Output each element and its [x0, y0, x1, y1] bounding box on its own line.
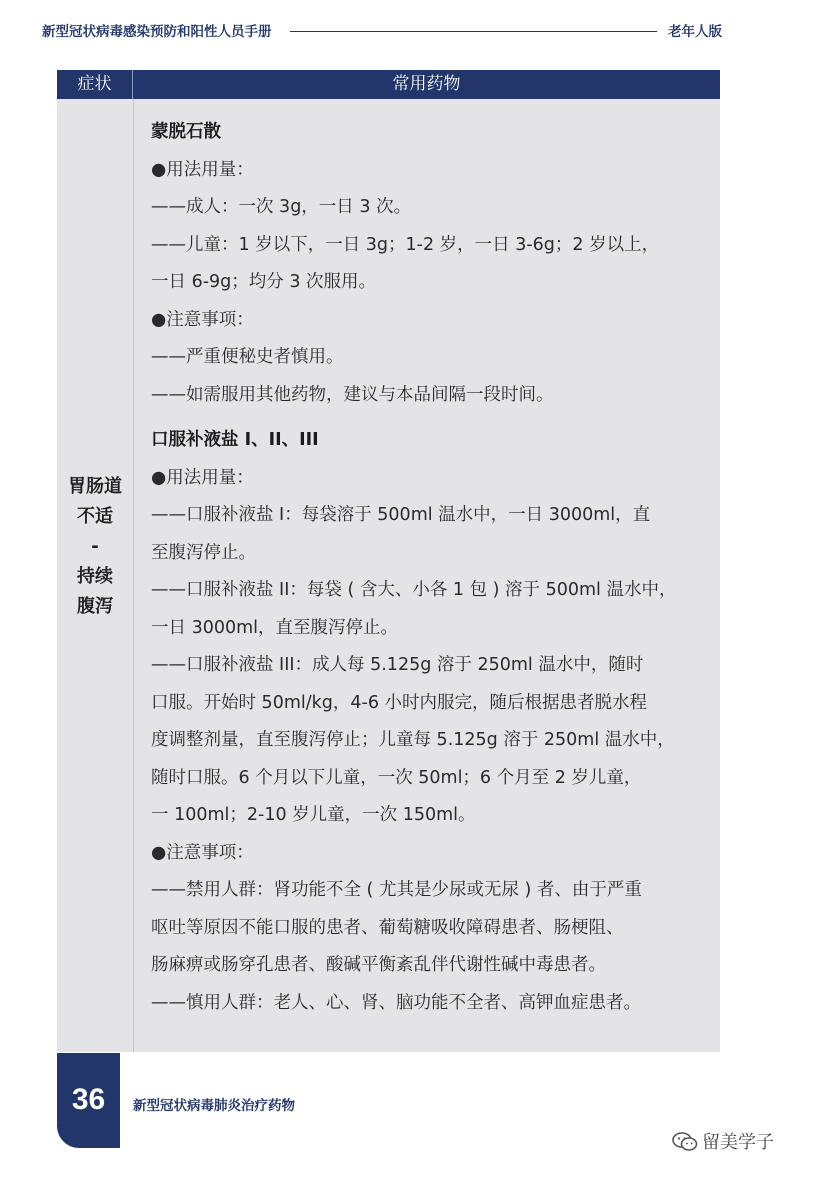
- drug-text-line: ——严重便秘史者慎用。: [151, 347, 344, 367]
- column-header-drug: 常用药物: [392, 74, 461, 94]
- column-header-symptom: 症状: [57, 70, 133, 99]
- page-number: 36: [71, 1083, 106, 1116]
- symptom-line: 胃肠道: [68, 476, 122, 497]
- drug-cell: [151, 114, 711, 1022]
- drug-text-line: 一 100ml；2-10 岁儿童，一次 150ml。: [151, 805, 476, 825]
- drug-text-line: ——成人：一次 3g，一日 3 次。: [151, 197, 412, 217]
- drug-text-line: ——如需服用其他药物，建议与本品间隔一段时间。: [151, 384, 554, 405]
- drug-text-line: ——口服补液盐 II：每袋 ( 含大、小各 1 包 ) 溶于 500ml 温水中，: [151, 580, 677, 600]
- symptom-line: -: [91, 536, 99, 557]
- drug-text-line: 一日 6-9g；均分 3 次服用。: [151, 272, 377, 292]
- drug-text-line: ——口服补液盐 I：每袋溶于 500ml 温水中，一日 3000ml，直: [151, 505, 651, 525]
- footer-section-title: 新型冠状病毒肺炎治疗药物: [133, 1098, 295, 1114]
- drug-text-line: 口服。开始时 50ml/kg，4-6 小时内服完，随后根据患者脱水程: [151, 692, 648, 713]
- drug-text-line: ——禁用人群：肾功能不全 ( 尤其是少尿或无尿 ) 者、由于严重: [151, 880, 642, 900]
- drug-text-line: ——慎用人群：老人、心、肾、脑功能不全者、高钾血症患者。: [151, 992, 641, 1013]
- header-title: 新型冠状病毒感染预防和阳性人员手册: [42, 24, 272, 40]
- drug-name: 蒙脱石散: [151, 122, 221, 142]
- table-header: [57, 70, 720, 99]
- drug-text-line: 肠麻痹或肠穿孔患者、酸碱平衡紊乱伴代谢性碱中毒患者。: [151, 955, 606, 975]
- drug-block-ors: [151, 422, 711, 1022]
- symptom-line: 腹泻: [77, 596, 113, 617]
- medication-table: [57, 70, 720, 1052]
- drug-text-line: ——儿童：1 岁以下，一日 3g；1-2 岁，一日 3-6g；2 岁以上，: [151, 234, 660, 255]
- drug-text-line: ——口服补液盐 III：成人每 5.125g 溶于 250ml 温水中，随时: [151, 655, 644, 675]
- watermark: [672, 1128, 774, 1154]
- header-edition: 老年人版: [668, 24, 722, 40]
- drug-text-line: ●注意事项：: [151, 842, 254, 863]
- drug-text-line: 呕吐等原因不能口服的患者、葡萄糖吸收障碍患者、肠梗阻、: [151, 917, 624, 938]
- drug-text-line: 至腹泻停止。: [151, 542, 256, 563]
- drug-text-line: 随时口服。6 个月以下儿童，一次 50ml；6 个月至 2 岁儿童，: [151, 767, 642, 788]
- drug-text-line: ●注意事项：: [151, 309, 254, 330]
- header-rule: [290, 31, 657, 32]
- drug-text-line: 一日 3000ml，直至腹泻停止。: [151, 617, 399, 638]
- column-divider: [133, 99, 134, 1052]
- block-gap: [151, 414, 711, 422]
- drug-block-montmorillonite: [151, 114, 711, 414]
- symptom-line: 不适: [77, 506, 113, 527]
- drug-text-line: ●用法用量：: [151, 159, 254, 180]
- symptom-line: 持续: [77, 566, 113, 587]
- watermark-text: 留美学子: [702, 1132, 774, 1153]
- symptom-cell: [57, 472, 133, 622]
- drug-name: 口服补液盐 I、II、III: [151, 430, 319, 450]
- drug-text-line: 度调整剂量，直至腹泻停止；儿童每 5.125g 溶于 250ml 温水中，: [151, 730, 675, 750]
- page-number-box: [57, 1053, 120, 1148]
- wechat-icon: [672, 1132, 698, 1152]
- drug-text-line: ●用法用量：: [151, 467, 254, 488]
